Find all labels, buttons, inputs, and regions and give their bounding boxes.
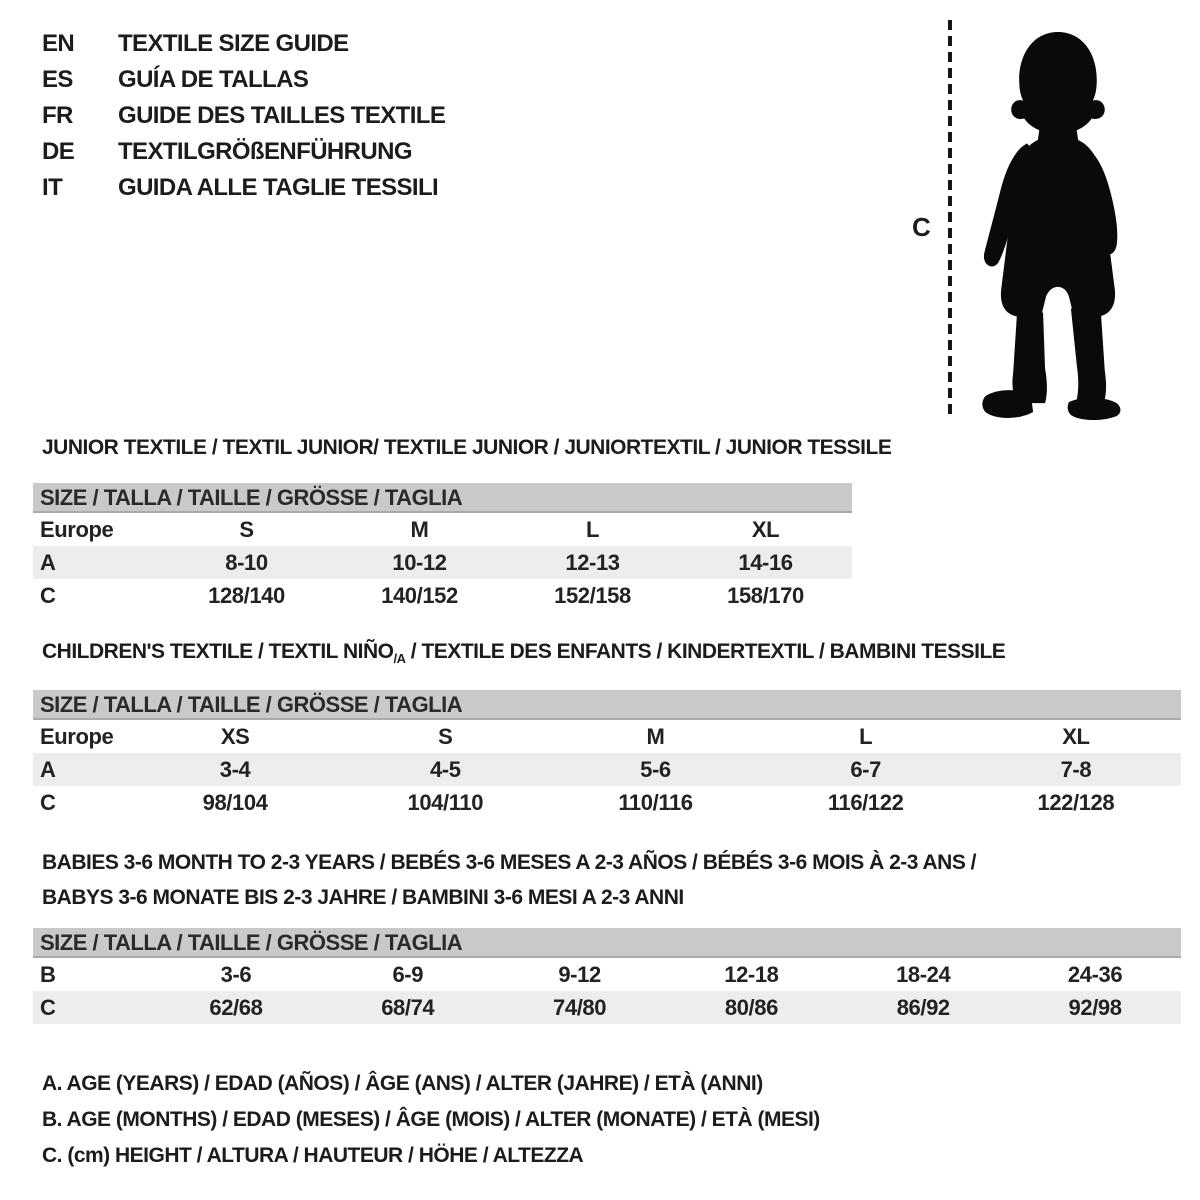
language-code: DE bbox=[42, 138, 75, 165]
table-row bbox=[33, 958, 1181, 991]
children-title-suffix: / TEXTILE DES ENFANTS / KINDERTEXTIL / BAMBINI TESSILE bbox=[405, 640, 1006, 663]
row-label: C bbox=[40, 789, 56, 815]
table-row bbox=[33, 720, 1181, 753]
table-cell: 92/98 bbox=[1068, 994, 1122, 1020]
language-title: GUÍA DE TALLAS bbox=[118, 66, 309, 93]
table-cell: 7-8 bbox=[1060, 756, 1092, 782]
table-cell: 86/92 bbox=[896, 994, 950, 1020]
table-cell: 140/152 bbox=[381, 582, 458, 608]
language-code: EN bbox=[42, 30, 75, 57]
table-cell: L bbox=[585, 516, 600, 542]
legend-line-b: B. AGE (MONTHS) / EDAD (MESES) / ÂGE (MOIS) / ALTER (MONATE) / ETÀ (MESI) bbox=[42, 1108, 820, 1131]
row-label: Europe bbox=[40, 723, 114, 749]
table-cell: XL bbox=[751, 516, 780, 542]
babies-title-line1: BABIES 3-6 MONTH TO 2-3 YEARS / BEBÉS 3-6 MESES A 2-3 AÑOS / BÉBÉS 3-6 MOIS À 2-3 ANS / bbox=[42, 851, 977, 874]
legend bbox=[42, 1066, 820, 1174]
table-cell: 116/122 bbox=[827, 789, 904, 815]
language-row bbox=[42, 98, 445, 134]
row-label: A bbox=[40, 756, 56, 782]
language-title: TEXTILE SIZE GUIDE bbox=[118, 30, 349, 57]
table-cell: 3-4 bbox=[219, 756, 251, 782]
height-dashed-line bbox=[948, 20, 952, 418]
size-table bbox=[33, 720, 1181, 819]
language-title-list bbox=[42, 26, 445, 206]
babies-title-line2: BABYS 3-6 MONATE BIS 2-3 JAHRE / BAMBINI 3-6 MESI A 2-3 ANNI bbox=[42, 886, 684, 909]
table-cell: 80/86 bbox=[724, 994, 778, 1020]
children-title-prefix: CHILDREN'S TEXTILE / TEXTIL NIÑO bbox=[42, 640, 394, 663]
size-table bbox=[33, 513, 852, 612]
table-row bbox=[33, 579, 852, 612]
table-cell: 3-6 bbox=[220, 961, 252, 987]
size-header: SIZE / TALLA / TAILLE / GRÖSSE / TAGLIA bbox=[33, 690, 1181, 720]
table-cell: S bbox=[438, 723, 453, 749]
table-cell: 152/158 bbox=[554, 582, 631, 608]
table-cell: 104/110 bbox=[407, 789, 484, 815]
table-cell: 4-5 bbox=[429, 756, 461, 782]
size-header: SIZE / TALLA / TAILLE / GRÖSSE / TAGLIA bbox=[33, 928, 1181, 958]
table-cell: 158/170 bbox=[727, 582, 804, 608]
legend-line-a: A. AGE (YEARS) / EDAD (AÑOS) / ÂGE (ANS) / ALTER (JAHRE) / ETÀ (ANNI) bbox=[42, 1072, 763, 1095]
table-cell: 6-7 bbox=[850, 756, 881, 782]
table-cell: M bbox=[410, 516, 429, 542]
height-figure bbox=[895, 0, 1195, 440]
table-cell: 68/74 bbox=[381, 994, 435, 1020]
row-label: B bbox=[40, 961, 56, 987]
language-title: GUIDE DES TAILLES TEXTILE bbox=[118, 102, 446, 129]
row-label: A bbox=[40, 549, 56, 575]
table-row bbox=[33, 753, 1181, 786]
table-cell: 14-16 bbox=[738, 549, 793, 575]
table-cell: 122/128 bbox=[1037, 789, 1115, 815]
table-cell: 5-6 bbox=[640, 756, 671, 782]
table-cell: 18-24 bbox=[896, 961, 951, 987]
legend-line-c: C. (cm) HEIGHT / ALTURA / HAUTEUR / HÖHE / ALTEZZA bbox=[42, 1144, 584, 1167]
table-cell: 74/80 bbox=[553, 994, 607, 1020]
table-cell: XS bbox=[220, 723, 250, 749]
table-cell: 110/116 bbox=[618, 789, 693, 815]
language-row bbox=[42, 26, 445, 62]
language-code: ES bbox=[42, 66, 73, 93]
size-header: SIZE / TALLA / TAILLE / GRÖSSE / TAGLIA bbox=[33, 483, 852, 513]
language-title: GUIDA ALLE TAGLIE TESSILI bbox=[118, 174, 439, 201]
toddler-silhouette bbox=[965, 22, 1145, 420]
table-cell: 24-36 bbox=[1067, 961, 1123, 987]
junior-section-title: JUNIOR TEXTILE / TEXTIL JUNIOR/ TEXTILE JUNIOR / JUNIORTEXTIL / JUNIOR TESSILE bbox=[42, 436, 892, 459]
table-cell: 62/68 bbox=[209, 994, 263, 1020]
table-cell: S bbox=[239, 516, 254, 542]
table-cell: 10-12 bbox=[392, 549, 447, 575]
junior-size-table bbox=[33, 483, 852, 612]
row-label: Europe bbox=[40, 516, 114, 542]
children-size-table bbox=[33, 690, 1181, 819]
language-code: IT bbox=[42, 174, 63, 201]
babies-section-title bbox=[42, 845, 976, 915]
table-cell: 98/104 bbox=[202, 789, 268, 815]
language-row bbox=[42, 62, 445, 98]
children-section-title bbox=[42, 640, 1005, 666]
table-row bbox=[33, 513, 852, 546]
table-cell: 9-12 bbox=[558, 961, 601, 987]
table-cell: 12-13 bbox=[565, 549, 620, 575]
language-code: FR bbox=[42, 102, 73, 129]
babies-size-table bbox=[33, 928, 1181, 1024]
height-measure-label: C bbox=[912, 212, 931, 242]
language-row bbox=[42, 170, 445, 206]
table-row bbox=[33, 786, 1181, 819]
table-cell: 12-18 bbox=[724, 961, 779, 987]
table-cell: 8-10 bbox=[225, 549, 268, 575]
table-cell: 128/140 bbox=[208, 582, 285, 608]
row-label: C bbox=[40, 582, 56, 608]
size-table bbox=[33, 958, 1181, 1024]
table-cell: L bbox=[859, 723, 873, 749]
language-row bbox=[42, 134, 445, 170]
table-row bbox=[33, 546, 852, 579]
children-title-subscript: /A bbox=[393, 651, 406, 666]
table-cell: 6-9 bbox=[392, 961, 424, 987]
row-label: C bbox=[40, 994, 56, 1020]
table-cell: M bbox=[646, 723, 665, 749]
table-cell: XL bbox=[1062, 723, 1090, 749]
language-title: TEXTILGRÖßENFÜHRUNG bbox=[118, 138, 412, 165]
table-row bbox=[33, 991, 1181, 1024]
